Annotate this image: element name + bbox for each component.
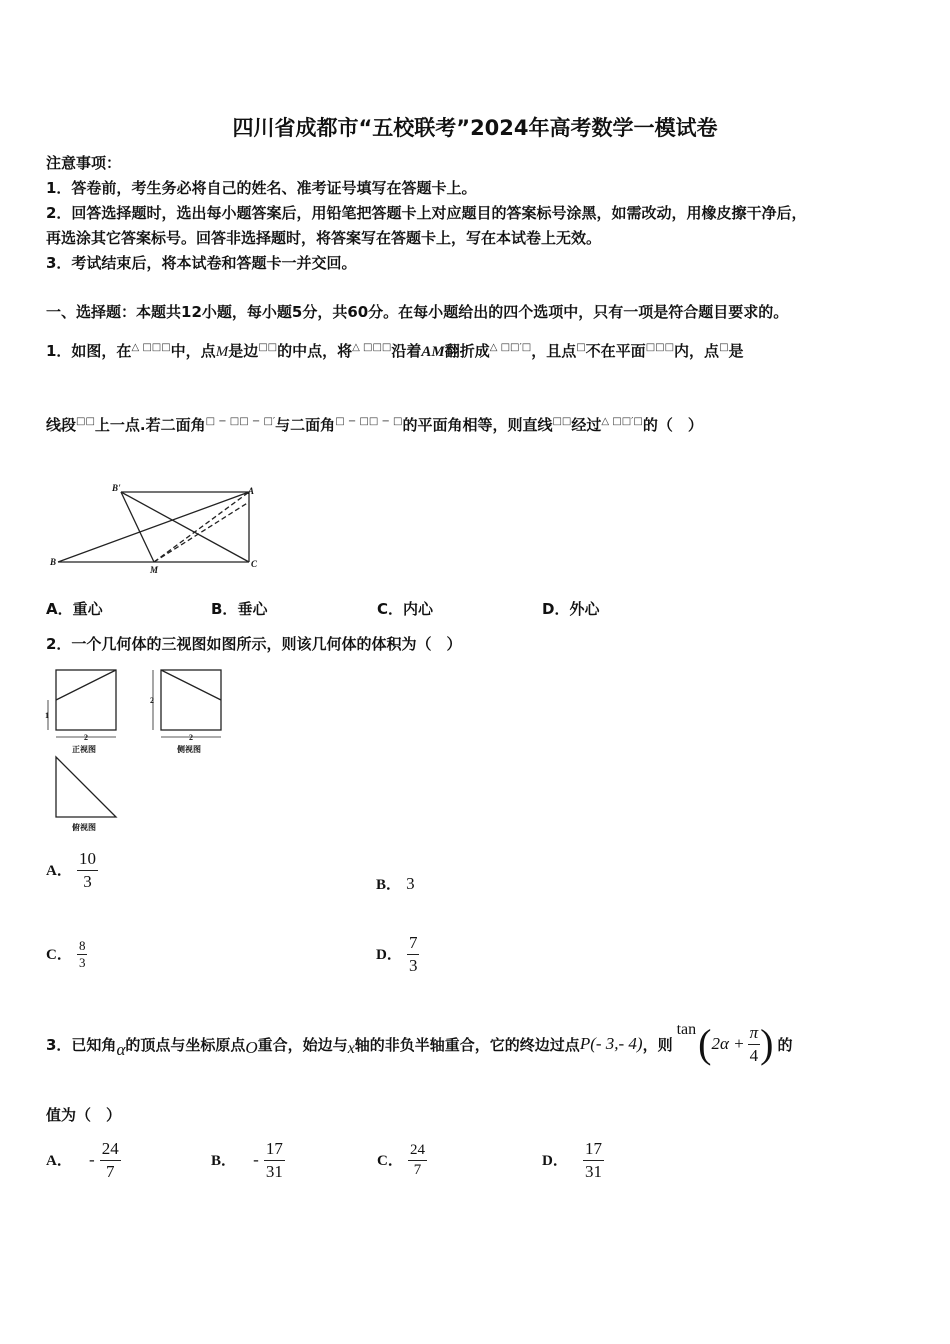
front-width-label: 2 <box>84 733 88 742</box>
notice-item-3: 3．考试结束后，将本试卷和答题卡一并交回。 <box>46 254 357 272</box>
q1-option-d[interactable]: D．外心 <box>542 600 600 618</box>
front-height-label: 1 <box>45 711 49 720</box>
notice-item-1: 1．答卷前，考生务必将自己的姓名、准考证号填写在答题卡上。 <box>46 179 477 197</box>
label-C: C <box>251 559 258 569</box>
q1-figure <box>46 480 276 580</box>
q3-option-b[interactable]: B． - $\frac{17}{31}$ <box>211 1139 283 1181</box>
q3-pi-over-4: $\frac{\pi}{4}$ <box>749 1022 759 1065</box>
q2-stem: 2．一个几何体的三视图如图所示，则该几何体的体积为（ ） <box>46 635 462 653</box>
top-view-triangle <box>56 757 116 817</box>
q1-line-2: 线段□□上一点.若二面角□ − □□ − □′与二面角□ − □□ − □的平面角相等，则直线□□经过△ □□′□的（ ） <box>46 416 703 434</box>
side-view-diagonal <box>161 670 221 700</box>
q3-option-d-fraction: $\frac{17}{31}$ <box>584 1139 602 1181</box>
section-heading: 一、选择题：本题共12小题，每小题5分，共60分。在每小题给出的四个选项中，只有一项是符合题目要求的。 <box>46 303 789 321</box>
q1-option-a[interactable]: A．重心 <box>46 600 103 618</box>
front-view-caption: 正视图 <box>72 745 96 754</box>
label-B: B <box>50 557 57 567</box>
line-M-D-dashed <box>154 502 249 562</box>
q1-missing-edge: □□ <box>258 342 278 353</box>
top-view-caption: 俯视图 <box>72 823 96 832</box>
q1-option-c[interactable]: C．内心 <box>377 600 434 618</box>
q1-option-b[interactable]: B．垂心 <box>211 600 268 618</box>
q2-option-b[interactable]: B． 3 <box>376 874 415 893</box>
q2-option-d-fraction: $\frac{7}{3}$ <box>408 933 418 975</box>
line-Bp-M <box>121 492 154 562</box>
q1-line-1: 1．如图，在△ □□□中，点M是边□□的中点，将△ □□□沿着AM翻折成△ □□′□，且点□不在平面□□□内，点□是 <box>46 342 744 360</box>
q1-missing-triangle: △ □□□ <box>131 342 171 353</box>
q3-option-c-fraction: $\frac{24}{7}$ <box>409 1142 425 1178</box>
label-M: M <box>150 565 159 575</box>
line-B-A <box>58 492 249 562</box>
q3-option-a[interactable]: A． - $\frac{24}{7}$ <box>46 1139 119 1181</box>
side-height-label: 2 <box>150 696 154 705</box>
q3-option-a-fraction: $\frac{24}{7}$ <box>101 1139 119 1181</box>
line-M-A-dashed <box>154 492 249 562</box>
q2-three-views <box>40 660 240 840</box>
q3-line-2: 值为（ ） <box>46 1106 122 1124</box>
q2-option-d[interactable]: D． $\frac{7}{3}$ <box>376 933 418 975</box>
front-view-square <box>56 670 116 730</box>
side-width-label: 2 <box>189 733 193 742</box>
side-view-square <box>161 670 221 730</box>
page-title: 四川省成都市“五校联考”2024年高考数学一模试卷 <box>232 116 718 140</box>
q3-option-c[interactable]: C． $\frac{24}{7}$ <box>377 1142 425 1178</box>
q2-option-c[interactable]: C． $\frac{8}{3}$ <box>46 938 86 970</box>
label-A: A <box>248 486 255 496</box>
q2-option-c-fraction: $\frac{8}{3}$ <box>78 938 86 970</box>
notice-heading: 注意事项： <box>46 154 122 172</box>
q2-option-a[interactable]: A． $\frac{10}{3}$ <box>46 849 96 891</box>
q2-option-a-fraction: $\frac{10}{3}$ <box>78 849 96 891</box>
front-view-diagonal <box>56 670 116 700</box>
side-view-caption: 侧视图 <box>177 745 201 754</box>
q3-option-b-fraction: $\frac{17}{31}$ <box>265 1139 283 1181</box>
label-B-prime: B' <box>112 483 121 493</box>
notice-item-2b: 再选涂其它答案标号。回答非选择题时，将答案写在答题卡上，写在本试卷上无效。 <box>46 229 602 247</box>
line-Bp-C <box>121 492 249 562</box>
q3-option-d[interactable]: D． $\frac{17}{31}$ <box>542 1139 602 1181</box>
notice-item-2a: 2．回答选择题时，选出每小题答案后，用铅笔把答题卡上对应题目的答案标号涂黑，如需改动，用橡皮擦干净后， <box>46 204 807 222</box>
q3-line-1: 3．已知角 α 的顶点与坐标原点 O 重合，始边与 x 轴的非负半轴重合，它的终边过点 P(- 3,- 4) ，则 tan ( 2α + $\frac{\pi}{4}$ ) 的 <box>46 1021 793 1066</box>
